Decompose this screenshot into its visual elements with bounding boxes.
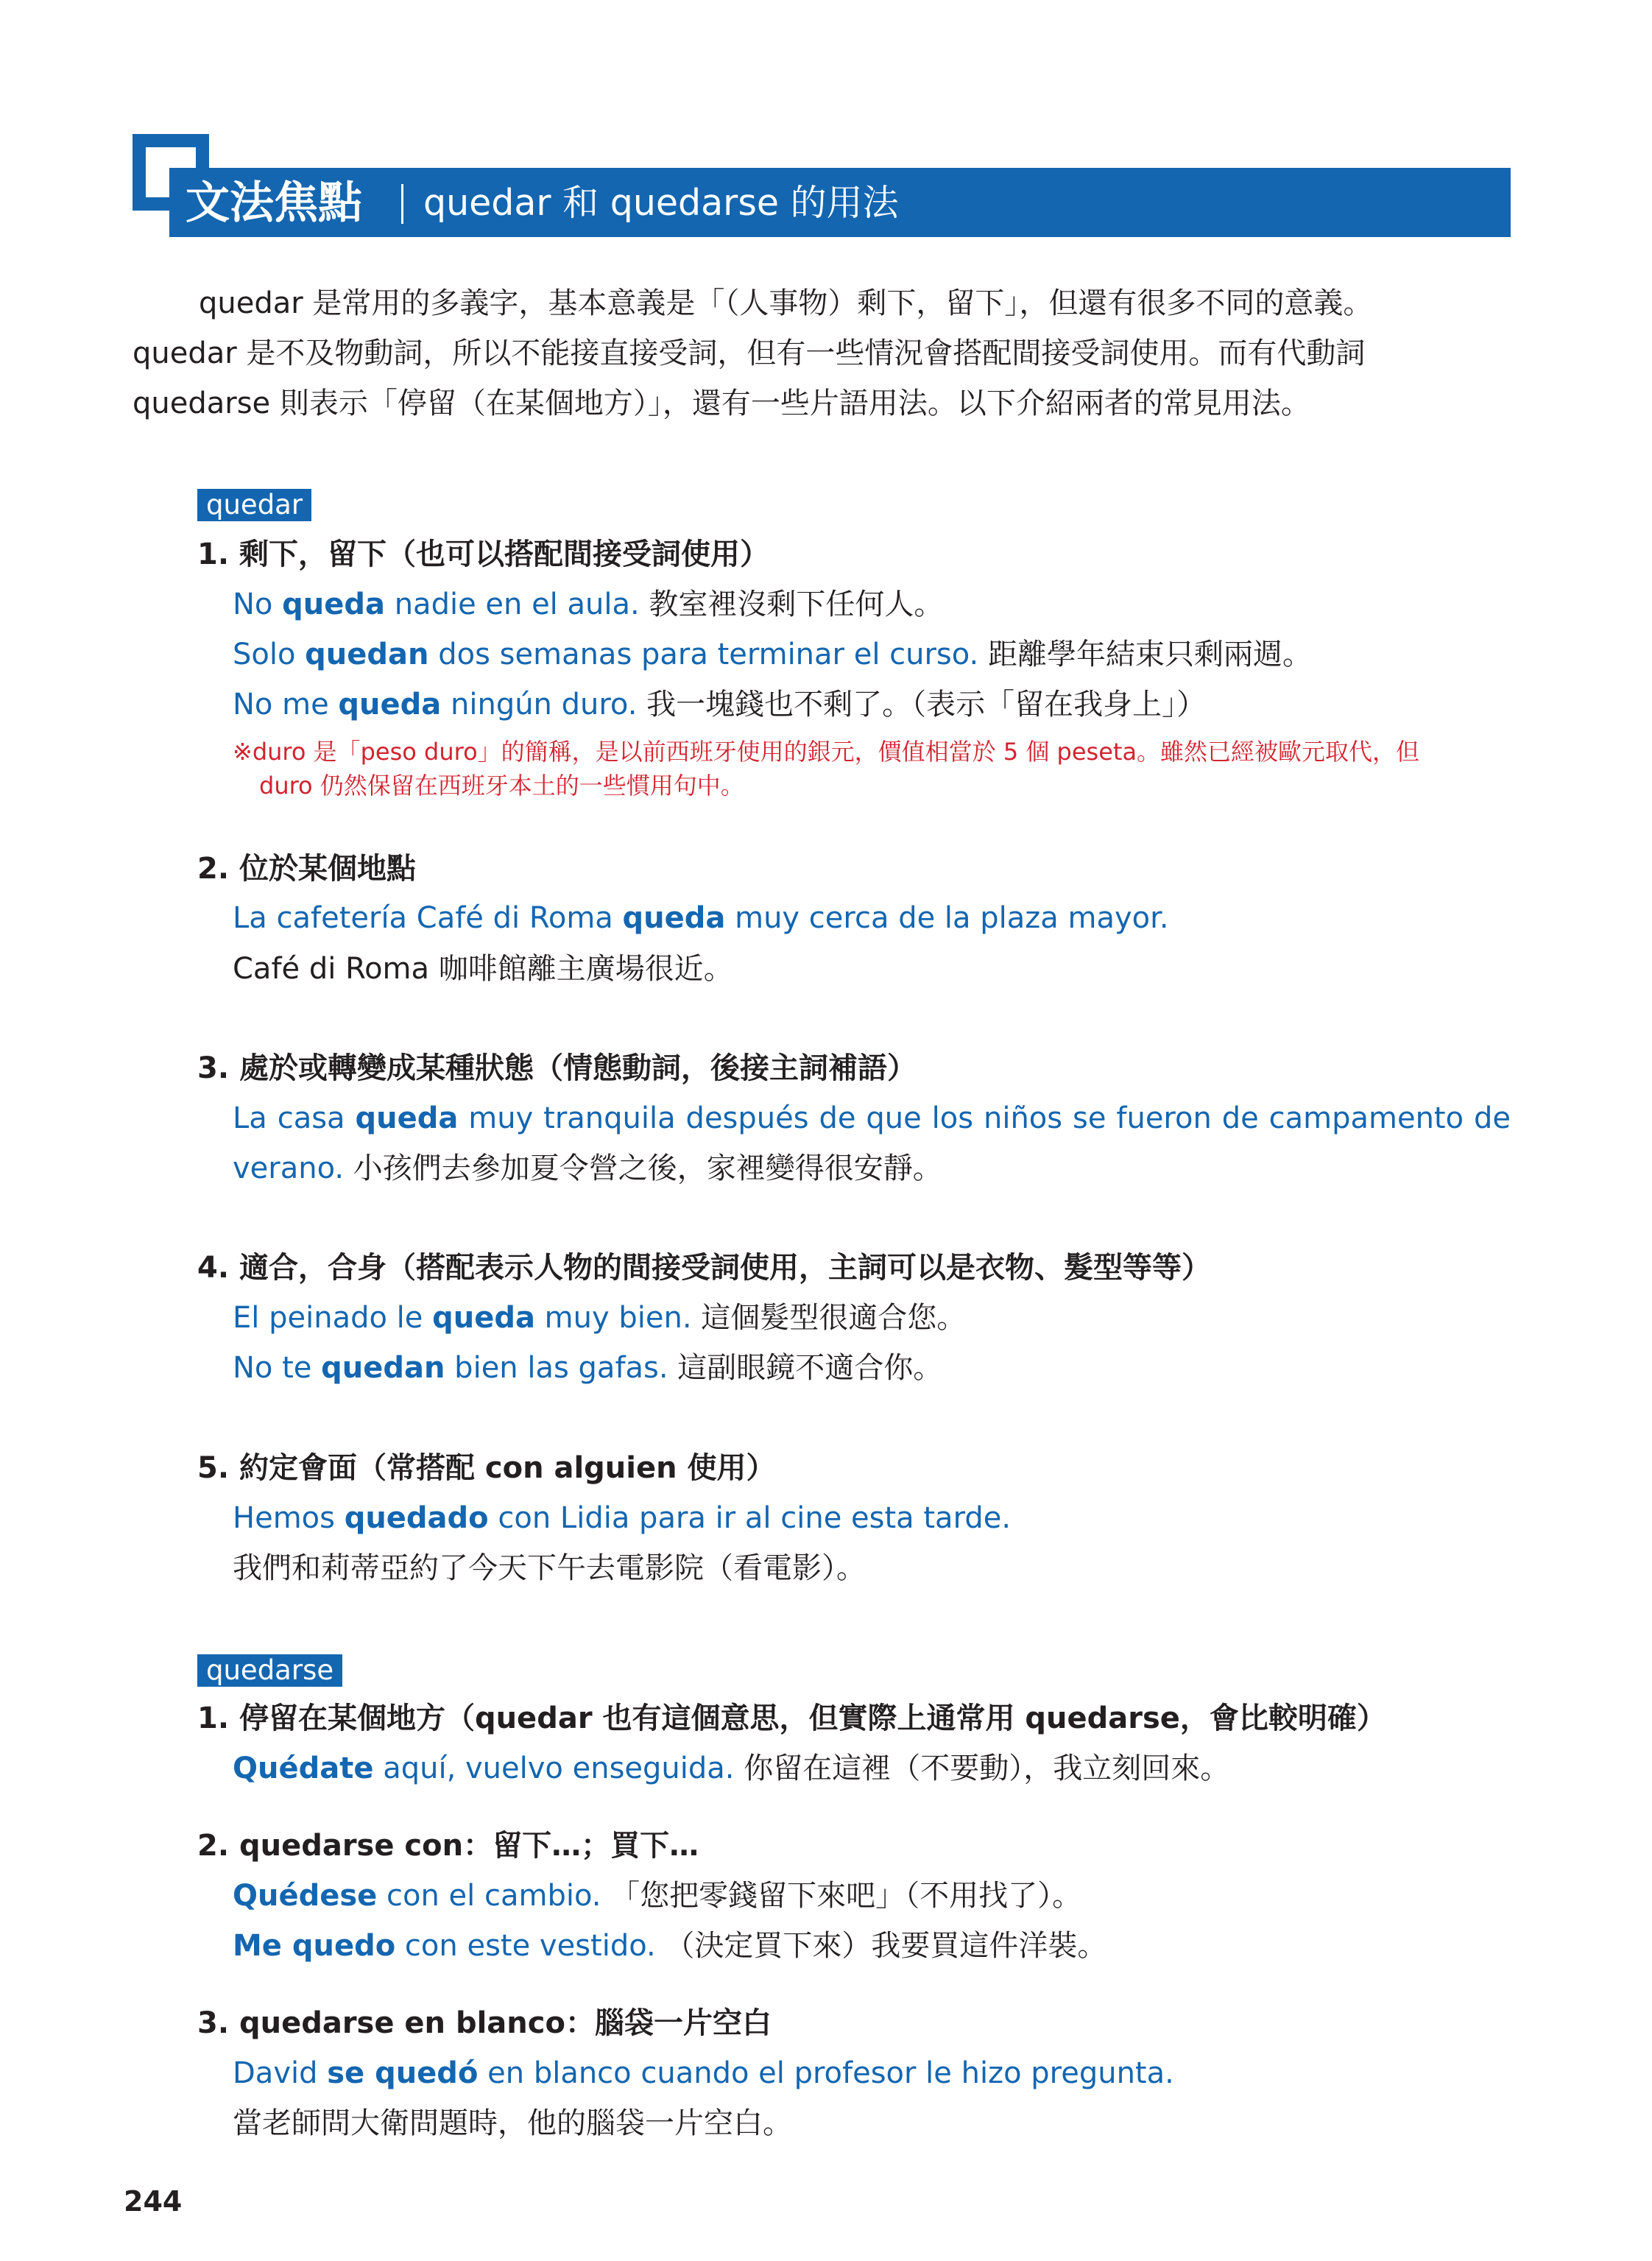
- quedar-heading-1: 1. 剩下，留下（也可以搭配間接受詞使用）: [197, 537, 769, 571]
- quedarse-heading-1: 1. 停留在某個地方（quedar 也有這個意思，但實際上通常用 quedarse，會比較明確）: [197, 1701, 1386, 1735]
- intro-paragraph: [133, 278, 1509, 428]
- quedar-heading-4: 4. 適合，合身（搭配表示人物的間接受詞使用，主詞可以是衣物、髮型等等）: [197, 1251, 1211, 1285]
- example-translation: 我們和莉蒂亞約了今天下午去電影院（看電影）。: [233, 1551, 866, 1585]
- example-sentence: Quédese con el cambio. 「您把零錢留下來吧」（不用找了）。: [233, 1879, 1082, 1913]
- quedarse-tag: quedarse: [197, 1654, 342, 1687]
- example-sentence: El peinado le queda muy bien. 這個髮型很適合您。: [233, 1301, 967, 1335]
- example-sentence: Me quedo con este vestido. （決定買下來）我要買這件洋裝。: [233, 1929, 1107, 1963]
- section-title: 文法焦點: [186, 177, 362, 229]
- intro-line: quedarse 則表示「停留（在某個地方）」，還有一些片語用法。以下介紹兩者的常見用法。: [133, 387, 1310, 420]
- example-sentence: David se quedó en blanco cuando el profesor le hizo pregunta.: [233, 2056, 1174, 2090]
- intro-line: quedar 是不及物動詞，所以不能接直接受詞，但有一些情況會搭配間接受詞使用。而有代動詞: [133, 336, 1366, 370]
- example-sentence: No queda nadie en el aula. 教室裡沒剩下任何人。: [233, 588, 944, 621]
- example-sentence: Solo quedan dos semanas para terminar el curso. 距離學年結束只剩兩週。: [233, 638, 1312, 671]
- example-sentence: No me queda ningún duro. 我一塊錢也不剩了。（表示「留在我身上」）: [233, 688, 1207, 722]
- example-sentence: La casa queda muy tranquila después de que los niños se fueron de campamento de: [233, 1101, 1511, 1135]
- quedarse-heading-2: 2. quedarse con：留下…；買下…: [197, 1829, 699, 1863]
- page-number: 244: [124, 2185, 183, 2218]
- example-sentence: Quédate aquí, vuelvo enseguida. 你留在這裡（不要動），我立刻回來。: [233, 1752, 1230, 1785]
- quedarse-heading-3: 3. quedarse en blanco：腦袋一片空白: [197, 2006, 772, 2040]
- quedar-heading-3: 3. 處於或轉變成某種狀態（情態動詞，後接主詞補語）: [197, 1051, 917, 1085]
- example-translation: 當老師問大衛問題時，他的腦袋一片空白。: [233, 2106, 792, 2140]
- example-translation: Café di Roma 咖啡館離主廣場很近。: [233, 952, 733, 986]
- example-sentence: verano. 小孩們去參加夏令營之後，家裡變得很安靜。: [233, 1151, 942, 1185]
- title-divider: [401, 184, 403, 224]
- example-sentence: No te quedan bien las gafas. 這副眼鏡不適合你。: [233, 1351, 943, 1385]
- section-subtitle: quedar 和 quedarse 的用法: [423, 182, 899, 224]
- intro-line: quedar 是常用的多義字，基本意義是「（人事物）剩下，留下」，但還有很多不同的意義。: [199, 286, 1373, 320]
- quedar-tag: quedar: [197, 489, 311, 521]
- example-sentence: La cafetería Café di Roma queda muy cerca de la plaza mayor.: [233, 901, 1169, 935]
- quedar-heading-5: 5. 約定會面（常搭配 con alguien 使用）: [197, 1451, 776, 1485]
- footnote: ※duro 是「peso duro」的簡稱，是以前西班牙使用的銀元，價值相當於 5 個 peseta。雖然已經被歐元取代，但 duro 仍然保留在西班牙本土的一些慣用句中。: [233, 738, 1420, 800]
- example-sentence: Hemos quedado con Lidia para ir al cine esta tarde.: [233, 1501, 1012, 1535]
- quedar-heading-2: 2. 位於某個地點: [197, 852, 416, 886]
